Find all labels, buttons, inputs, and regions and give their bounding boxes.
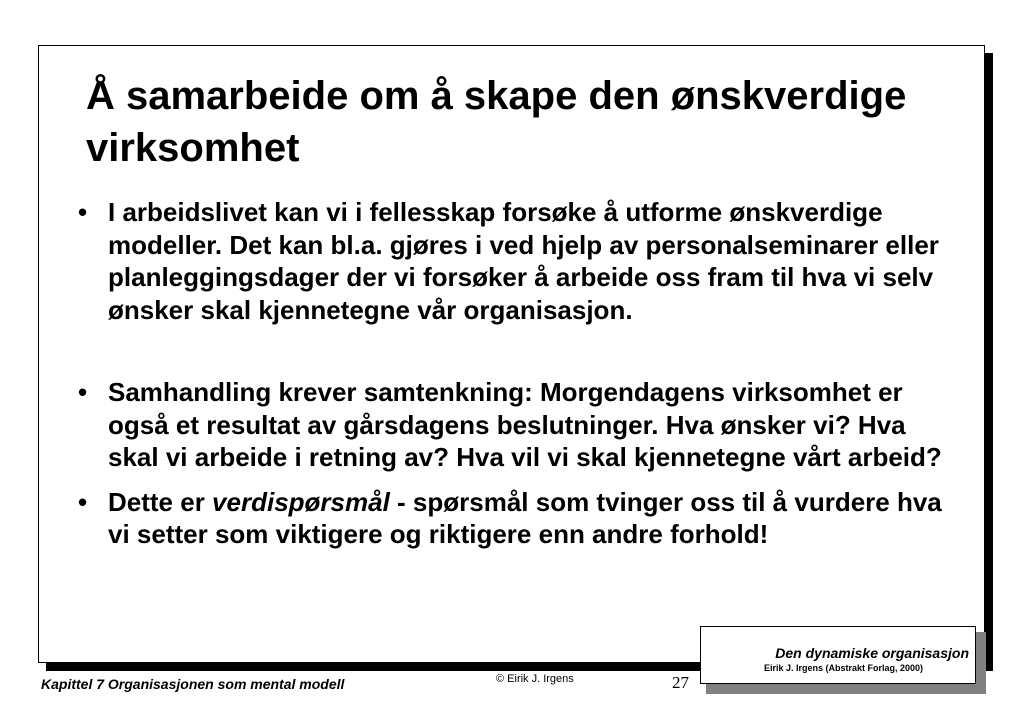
bullet-item <box>76 196 956 326</box>
page-number: 27 <box>672 673 689 692</box>
book-title: Den dynamiske organisasjon <box>775 645 969 661</box>
book-reference-box <box>700 626 976 684</box>
bullet-marker: • <box>78 486 88 517</box>
bullet-emphasis: verdispørsmål <box>212 486 390 517</box>
bullet-item <box>76 486 956 551</box>
bullet-list <box>76 196 956 551</box>
bullet-text: I arbeidslivet kan vi i fellesskap forsøke å utforme ønskverdige modeller. Det kan bl.a. gjøres i ved hjelp av personalseminarer eller planleggingsdager der vi forsøker å arbeide oss fram til hva vi selv ønsker skal kjennetegne vår organisasjon. <box>108 197 939 325</box>
footer-chapter: Kapittel 7 Organisasjonen som mental modell <box>41 676 345 692</box>
book-author: Eirik J. Irgens (Abstrakt Forlag, 2000) <box>763 663 923 673</box>
slide-title: Å samarbeide om å skape den ønskverdige virksomhet <box>86 74 907 170</box>
bullet-marker: • <box>78 377 88 407</box>
footer-copyright: © Eirik J. Irgens <box>496 673 574 685</box>
bullet-item <box>76 376 956 474</box>
bullet-text-prefix: Dette er <box>108 486 213 517</box>
bullet-marker: • <box>78 197 88 227</box>
bullet-text: Samhandling krever samtenkning: Morgendagens virksomhet er også et resultat av gårsdagens beslutninger. Hva ønsker vi? Hva skal vi arbeide i retning av? Hva vil vi skal kjennetegne vårt arbeid? <box>108 377 942 472</box>
bullet-text-suffix: - spørsmål som tvinger oss til å vurdere hva vi setter som viktigere og riktigere enn andre forhold! <box>108 486 942 549</box>
